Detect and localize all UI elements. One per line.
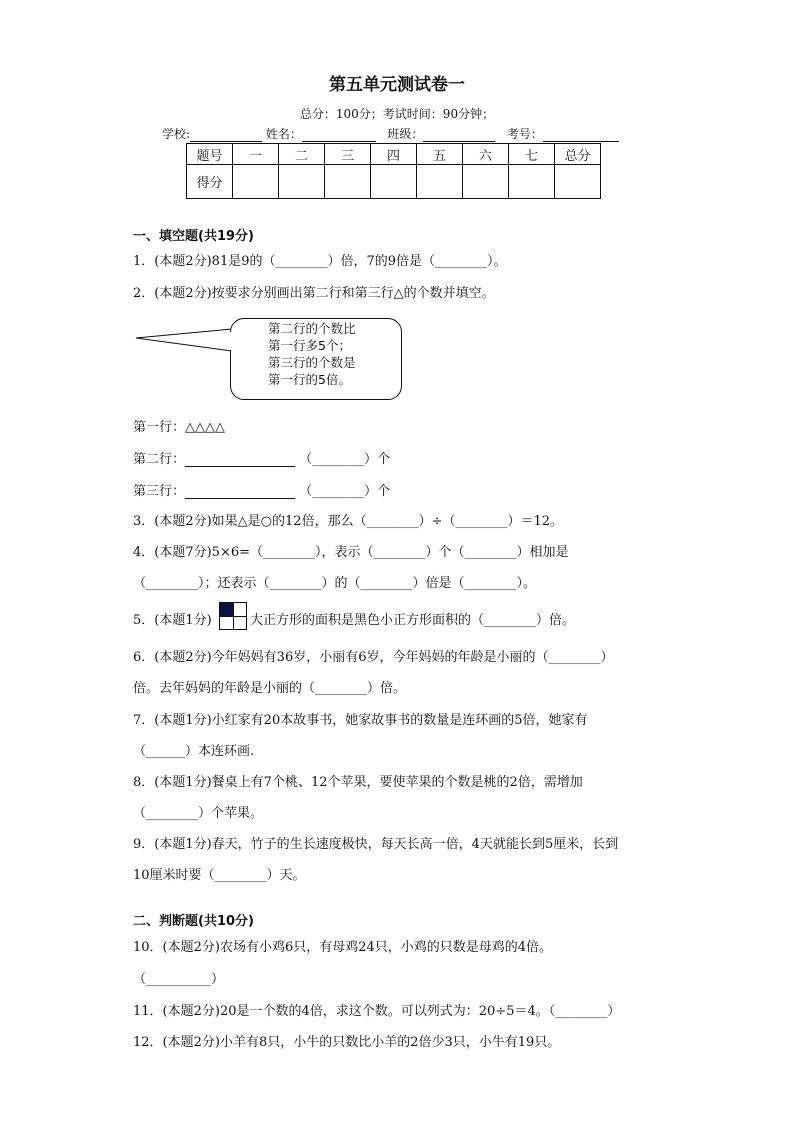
score-cell[interactable] [371,165,417,199]
question-7-line-1: 7．(本题1分)小红家有20本故事书，她家故事书的数量是连环画的5倍，她家有 [133,713,588,728]
number-field[interactable] [543,129,619,142]
question-1: 1．(本题2分)81是9的（________）倍，7的9倍是（________）。 [133,254,507,269]
question-4-line-1: 4．(本题7分)5×6=（________），表示（________）个（________）相加是 [133,545,569,560]
row-3-line [133,480,390,499]
score-header: 五 [417,144,463,165]
student-info-line [162,125,619,142]
score-cell[interactable] [463,165,509,199]
question-9-line-1: 9．(本题1分)春天，竹子的生长速度极快，每天长高一倍，4天就能长到5厘米，长到 [133,837,619,852]
question-4-line-2: （________）；还表示（________）的（________）倍是（________）。 [133,576,537,591]
dark-small-square [220,603,233,616]
class-label: 班级： [387,127,424,141]
row-2-count: （________）个 [299,452,391,467]
score-header: 六 [463,144,509,165]
school-field[interactable] [190,129,262,142]
row-2-line [133,448,390,467]
score-header: 总分 [555,144,601,165]
question-8-line-1: 8．(本题1分)餐桌上有7个桃、12个苹果，要使苹果的个数是桃的2倍，需增加 [133,775,583,790]
square-grid-figure [219,602,247,630]
number-label: 考号： [506,127,543,141]
score-cell[interactable] [555,165,601,199]
bubble-gap [228,330,234,352]
question-6-line-1: 6．(本题2分)今年妈妈有36岁，小丽有6岁，今年妈妈的年龄是小丽的（________） [133,650,614,665]
score-cell[interactable] [233,165,279,199]
score-row-label: 得分 [187,165,233,199]
row-3-draw-field[interactable] [185,485,295,499]
page-title: 第五单元测试卷一 [329,75,465,95]
score-cell[interactable] [325,165,371,199]
score-table [186,143,601,199]
score-header: 四 [371,144,417,165]
speech-bubble-pointer [130,315,240,365]
exam-meta: 总分：100分；考试时间：90分钟； [299,107,495,121]
row-1-triangles: 第一行：△△△△ [133,420,225,435]
score-cell[interactable] [509,165,555,199]
question-10-line-1: 10．(本题2分)农场有小鸡6只，有母鸡24只，小鸡的只数是母鸡的4倍。 [133,940,553,955]
school-label: 学校: [162,127,191,141]
row-3-label: 第三行： [133,484,186,499]
name-label: 姓名： [265,127,302,141]
row-2-label: 第二行： [133,452,186,467]
question-10-line-2: （__________） [133,972,225,987]
score-header: 题号 [187,144,233,165]
grid-divider-horizontal [220,616,246,617]
name-field[interactable] [302,129,376,142]
question-7-line-2: （______）本连环画. [133,744,255,759]
question-2: 2．(本题2分)按要求分别画出第二行和第三行△的个数并填空。 [133,286,495,301]
row-2-draw-field[interactable] [185,453,295,467]
question-5-text: 大正方形的面积是黑色小正方形面积的（________）倍。 [250,613,576,628]
score-header: 二 [279,144,325,165]
row-3-count: （________）个 [299,484,391,499]
score-header: 七 [509,144,555,165]
question-9-line-2: 10厘米时要（________）天。 [133,868,306,883]
score-header: 三 [325,144,371,165]
section-fill-in: 一、填空题(共19分) [133,229,254,244]
question-11: 11．(本题2分)20是一个数的4倍，求这个数。可以列式为：20÷5＝4。（________） [133,1004,621,1019]
bubble-text: 第二行的个数比 第一行多5个； 第三行的个数是 第一行的5倍。 [268,321,356,387]
score-cell[interactable] [279,165,325,199]
score-header: 一 [233,144,279,165]
score-cell[interactable] [417,165,463,199]
question-3: 3．(本题2分)如果△是○的12倍，那么（________）÷（________）＝12。 [133,514,564,529]
class-field[interactable] [423,129,495,142]
question-5-prefix: 5．(本题1分) [133,613,212,628]
question-8-line-2: （________）个苹果。 [133,806,264,821]
question-6-line-2: 倍。去年妈妈的年龄是小丽的（________）倍。 [133,681,407,696]
question-12: 12．(本题2分)小羊有8只，小牛的只数比小羊的2倍少3只，小牛有19只。 [133,1035,561,1050]
section-true-false: 二、判断题(共10分) [133,914,254,929]
